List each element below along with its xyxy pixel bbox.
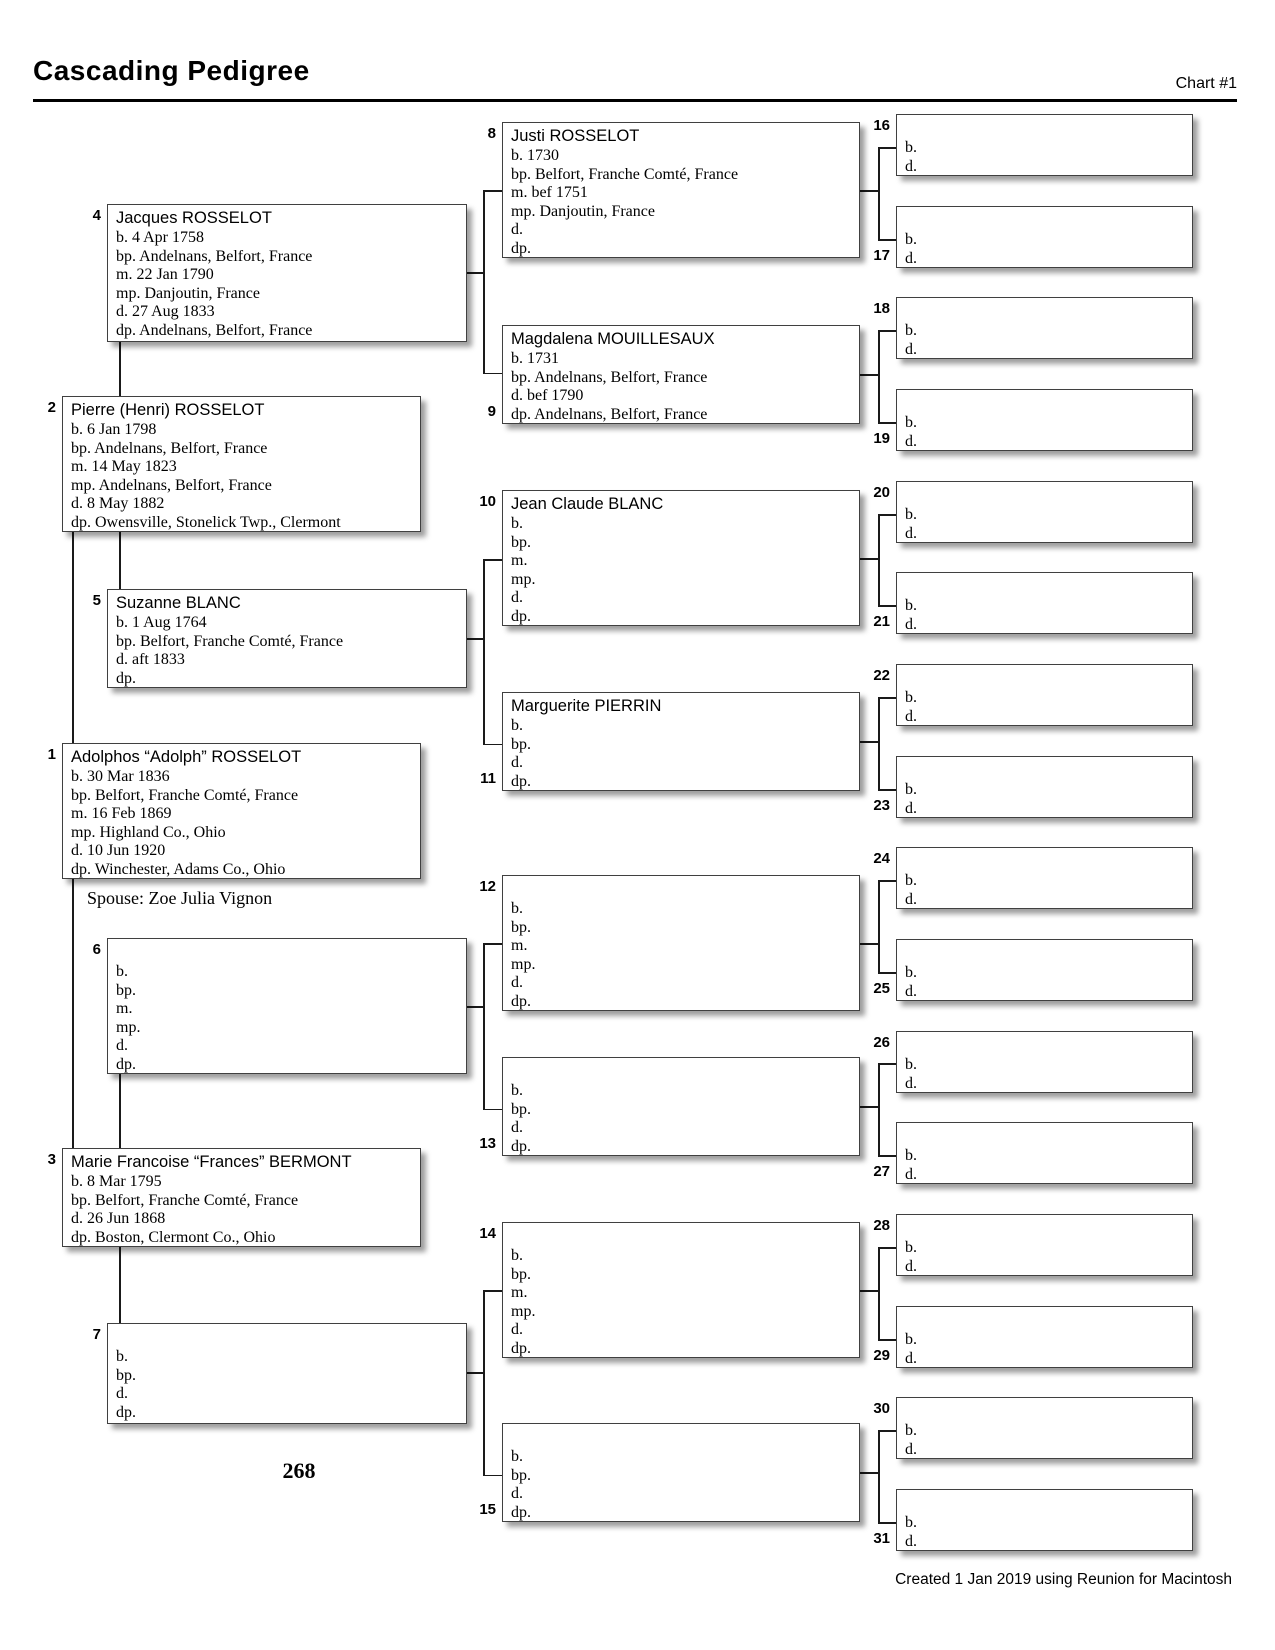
person-box-25 bbox=[896, 939, 1193, 1001]
person-name bbox=[905, 760, 1184, 781]
connector-line bbox=[119, 532, 121, 589]
detail-line: dp. Andelnans, Belfort, France bbox=[511, 405, 708, 423]
detail-line: d. bbox=[905, 1165, 917, 1183]
person-box-19 bbox=[896, 389, 1193, 451]
detail-line: bp. bbox=[511, 533, 531, 551]
detail-line: m. bef 1751 bbox=[511, 184, 588, 201]
detail-line: bp. Belfort, Franche Comté, France bbox=[116, 632, 344, 650]
detail-line: d. bbox=[905, 524, 917, 542]
person-box-18 bbox=[896, 297, 1193, 359]
connector-line bbox=[72, 879, 74, 1148]
person-box-17 bbox=[896, 206, 1193, 268]
detail-line: dp. bbox=[511, 607, 531, 625]
connector-line bbox=[483, 943, 502, 945]
connector-line bbox=[119, 1247, 121, 1323]
detail-line: m. 22 Jan 1790 bbox=[116, 266, 214, 283]
spouse-note: Spouse: Zoe Julia Vignon bbox=[87, 888, 273, 908]
connector-line bbox=[878, 697, 896, 699]
detail-line: b. 1731 bbox=[511, 350, 559, 367]
connector-line bbox=[878, 147, 880, 241]
connector-line bbox=[878, 1063, 896, 1065]
box-number: 1 bbox=[47, 746, 56, 763]
detail-line: bp. bbox=[511, 1265, 531, 1283]
detail-line: b. bbox=[905, 964, 917, 981]
person-name: Justi ROSSELOT bbox=[511, 127, 640, 145]
detail-line: d. bbox=[905, 1257, 917, 1275]
connector-line bbox=[860, 558, 878, 560]
box-number: 23 bbox=[873, 797, 890, 814]
detail-line: b. bbox=[905, 1056, 917, 1073]
connector-line bbox=[878, 330, 896, 332]
person-box-2 bbox=[62, 396, 421, 532]
detail-line: m. 14 May 1823 bbox=[71, 458, 177, 475]
person-name bbox=[905, 1126, 1184, 1147]
connector-line bbox=[878, 330, 880, 424]
person-name bbox=[905, 301, 1184, 322]
connector-line bbox=[878, 514, 896, 516]
detail-line: b. 6 Jan 1798 bbox=[71, 421, 157, 438]
person-box-6 bbox=[107, 938, 467, 1074]
person-box-27 bbox=[896, 1122, 1193, 1184]
box-number: 10 bbox=[479, 493, 496, 510]
box-number: 3 bbox=[47, 1151, 56, 1168]
connector-line bbox=[860, 741, 878, 743]
detail-line: d. aft 1833 bbox=[116, 651, 185, 668]
detail-line: d. bbox=[905, 157, 917, 175]
person-box-22 bbox=[896, 664, 1193, 726]
detail-line: d. bbox=[511, 1119, 523, 1136]
detail-line: dp. bbox=[511, 1503, 531, 1521]
detail-line: b. bbox=[905, 689, 917, 706]
detail-line: dp. bbox=[116, 669, 136, 687]
person-box-20 bbox=[896, 481, 1193, 543]
box-number: 18 bbox=[873, 300, 890, 317]
detail-line: b. 30 Mar 1836 bbox=[71, 768, 170, 785]
person-name bbox=[905, 1310, 1184, 1331]
person-name bbox=[905, 576, 1184, 597]
person-box-28 bbox=[896, 1214, 1193, 1276]
detail-line: mp. Highland Co., Ohio bbox=[71, 823, 226, 841]
detail-line: bp. Andelnans, Belfort, France bbox=[511, 368, 708, 386]
connector-line bbox=[860, 190, 878, 192]
box-number: 29 bbox=[873, 1347, 890, 1364]
connector-line bbox=[878, 1247, 880, 1341]
box-number: 4 bbox=[92, 207, 101, 224]
detail-line: b. 4 Apr 1758 bbox=[116, 229, 204, 246]
connector-line bbox=[119, 1074, 121, 1148]
detail-line: dp. bbox=[511, 1137, 531, 1155]
detail-line: d. 8 May 1882 bbox=[71, 495, 165, 512]
detail-line: b. bbox=[905, 597, 917, 614]
person-name bbox=[511, 1226, 851, 1247]
connector-line bbox=[467, 1006, 485, 1008]
detail-line: d. bbox=[511, 221, 523, 238]
title-rule bbox=[33, 99, 1237, 102]
connector-line bbox=[483, 373, 502, 375]
detail-line: mp. Danjoutin, France bbox=[511, 202, 655, 220]
page-title: Cascading Pedigree bbox=[33, 55, 310, 86]
connector-line bbox=[878, 422, 896, 424]
connector-line bbox=[860, 1290, 878, 1292]
detail-line: bp. Belfort, Franche Comté, France bbox=[71, 1191, 299, 1209]
person-name: Marguerite PIERRIN bbox=[511, 697, 662, 715]
detail-line: d. 10 Jun 1920 bbox=[71, 842, 166, 859]
detail-line: d. bbox=[511, 1485, 523, 1502]
detail-line: bp. bbox=[511, 1466, 531, 1484]
connector-line bbox=[483, 744, 502, 746]
box-number: 6 bbox=[92, 941, 101, 958]
detail-line: b. bbox=[511, 900, 523, 917]
box-number: 22 bbox=[873, 667, 890, 684]
connector-line bbox=[483, 559, 502, 561]
detail-line: d. bbox=[511, 974, 523, 991]
connector-line bbox=[860, 1472, 878, 1474]
person-name bbox=[905, 851, 1184, 872]
connector-line bbox=[72, 532, 74, 743]
detail-line: mp. bbox=[511, 570, 536, 588]
detail-line: d. bbox=[905, 340, 917, 358]
detail-line: mp. Andelnans, Belfort, France bbox=[71, 476, 272, 494]
person-name bbox=[905, 1218, 1184, 1239]
box-number: 9 bbox=[487, 403, 496, 420]
created-note: Created 1 Jan 2019 using Reunion for Macintosh bbox=[895, 1571, 1232, 1588]
detail-line: d. bbox=[905, 1440, 917, 1458]
box-number: 24 bbox=[873, 850, 890, 867]
detail-line: d. bbox=[905, 1532, 917, 1550]
detail-line: d. bbox=[116, 1385, 128, 1402]
connector-line bbox=[483, 559, 485, 745]
person-name: Marie Francoise “Frances” BERMONT bbox=[71, 1153, 352, 1171]
connector-line bbox=[483, 1475, 502, 1477]
person-name bbox=[511, 879, 851, 900]
connector-line bbox=[483, 190, 502, 192]
person-box-10 bbox=[502, 490, 860, 626]
detail-line: d. bbox=[905, 799, 917, 817]
detail-line: mp. bbox=[511, 1302, 536, 1320]
person-box-1 bbox=[62, 743, 421, 879]
connector-line bbox=[119, 342, 121, 396]
detail-line: b. bbox=[905, 1239, 917, 1256]
detail-line: m. bbox=[511, 937, 528, 954]
person-name: Magdalena MOUILLESAUX bbox=[511, 330, 715, 348]
detail-line: mp. bbox=[116, 1018, 141, 1036]
detail-line: b. bbox=[511, 1082, 523, 1099]
box-number: 7 bbox=[92, 1326, 101, 1343]
box-number: 11 bbox=[480, 770, 496, 787]
box-number: 14 bbox=[479, 1225, 496, 1242]
person-name bbox=[511, 1061, 851, 1082]
connector-line bbox=[878, 605, 896, 607]
person-name bbox=[116, 1327, 458, 1348]
detail-line: dp. bbox=[511, 1339, 531, 1357]
detail-line: bp. bbox=[116, 981, 136, 999]
person-name bbox=[905, 943, 1184, 964]
detail-line: b. 8 Mar 1795 bbox=[71, 1173, 162, 1190]
detail-line: d. bbox=[511, 1321, 523, 1338]
box-number: 8 bbox=[487, 125, 496, 142]
detail-line: dp. Andelnans, Belfort, France bbox=[116, 321, 313, 339]
box-number: 26 bbox=[873, 1034, 890, 1051]
person-box-26 bbox=[896, 1031, 1193, 1093]
detail-line: d. bbox=[905, 432, 917, 450]
person-name bbox=[511, 1427, 851, 1448]
detail-line: bp. bbox=[511, 1100, 531, 1118]
detail-line: d. bbox=[905, 249, 917, 267]
detail-line: b. bbox=[511, 717, 523, 734]
box-number: 2 bbox=[47, 399, 56, 416]
person-box-29 bbox=[896, 1306, 1193, 1368]
detail-line: dp. bbox=[511, 992, 531, 1010]
connector-line bbox=[878, 147, 896, 149]
person-name bbox=[905, 1493, 1184, 1514]
person-name: Adolphos “Adolph” ROSSELOT bbox=[71, 748, 302, 766]
person-box-13 bbox=[502, 1057, 860, 1156]
page-number: 268 bbox=[282, 1458, 316, 1483]
box-number: 15 bbox=[479, 1501, 496, 1518]
person-name: Jacques ROSSELOT bbox=[116, 209, 272, 227]
detail-line: d. bbox=[116, 1037, 128, 1054]
box-number: 30 bbox=[873, 1400, 890, 1417]
person-name bbox=[905, 1401, 1184, 1422]
detail-line: b. bbox=[905, 1147, 917, 1164]
person-name bbox=[905, 118, 1184, 139]
detail-line: d. 26 Jun 1868 bbox=[71, 1210, 166, 1227]
connector-line bbox=[878, 239, 896, 241]
detail-line: d. bbox=[905, 890, 917, 908]
connector-line bbox=[878, 1522, 896, 1524]
box-number: 13 bbox=[479, 1135, 496, 1152]
person-name: Suzanne BLANC bbox=[116, 594, 241, 612]
connector-line bbox=[878, 1430, 880, 1524]
detail-line: b. bbox=[116, 963, 128, 980]
detail-line: m. bbox=[116, 1000, 133, 1017]
detail-line: b. bbox=[905, 231, 917, 248]
connector-line bbox=[860, 1106, 878, 1108]
detail-line: bp. bbox=[511, 735, 531, 753]
detail-line: d. bbox=[905, 1074, 917, 1092]
person-box-14 bbox=[502, 1222, 860, 1358]
person-box-8 bbox=[502, 122, 860, 258]
detail-line: d. bbox=[905, 982, 917, 1000]
person-box-4 bbox=[107, 204, 467, 342]
connector-line bbox=[483, 943, 485, 1110]
connector-line bbox=[878, 972, 896, 974]
box-number: 21 bbox=[873, 613, 890, 630]
connector-line bbox=[878, 1247, 896, 1249]
detail-line: dp. bbox=[116, 1055, 136, 1073]
connector-line bbox=[467, 272, 485, 274]
connector-line bbox=[878, 697, 880, 791]
detail-line: b. 1730 bbox=[511, 147, 559, 164]
chart-number-label: Chart #1 bbox=[1175, 75, 1237, 92]
connector-line bbox=[483, 190, 485, 374]
box-number: 27 bbox=[873, 1163, 890, 1180]
box-number: 20 bbox=[873, 484, 890, 501]
person-box-31 bbox=[896, 1489, 1193, 1551]
connector-line bbox=[878, 789, 896, 791]
detail-line: b. 1 Aug 1764 bbox=[116, 614, 207, 631]
detail-line: b. bbox=[905, 1422, 917, 1439]
person-name: Jean Claude BLANC bbox=[511, 495, 664, 513]
box-number: 25 bbox=[873, 980, 890, 997]
person-box-23 bbox=[896, 756, 1193, 818]
detail-line: d. bbox=[511, 754, 523, 771]
detail-line: dp. Winchester, Adams Co., Ohio bbox=[71, 860, 286, 878]
detail-line: b. bbox=[905, 872, 917, 889]
connector-line bbox=[878, 1155, 896, 1157]
connector-line bbox=[467, 1372, 485, 1374]
person-name bbox=[905, 1035, 1184, 1056]
detail-line: b. bbox=[511, 1247, 523, 1264]
person-box-7 bbox=[107, 1323, 467, 1424]
detail-line: bp. Belfort, Franche Comté, France bbox=[71, 786, 299, 804]
detail-line: d. bbox=[905, 707, 917, 725]
connector-line bbox=[878, 880, 880, 974]
detail-line: bp. Andelnans, Belfort, France bbox=[116, 247, 313, 265]
detail-line: bp. Belfort, Franche Comté, France bbox=[511, 165, 739, 183]
detail-line: b. bbox=[511, 1448, 523, 1465]
detail-line: d. bef 1790 bbox=[511, 387, 584, 404]
connector-line bbox=[878, 880, 896, 882]
detail-line: mp. bbox=[511, 955, 536, 973]
person-box-15 bbox=[502, 1423, 860, 1522]
detail-line: d. bbox=[905, 615, 917, 633]
connector-line bbox=[878, 1063, 880, 1157]
person-box-16 bbox=[896, 114, 1193, 176]
detail-line: b. bbox=[905, 322, 917, 339]
person-box-30 bbox=[896, 1397, 1193, 1459]
person-box-5 bbox=[107, 589, 467, 688]
person-name: Pierre (Henri) ROSSELOT bbox=[71, 401, 265, 419]
detail-line: dp. Owensville, Stonelick Twp., Clermont bbox=[71, 513, 341, 531]
detail-line: b. bbox=[905, 1331, 917, 1348]
box-number: 5 bbox=[92, 592, 101, 609]
box-number: 19 bbox=[873, 430, 890, 447]
detail-line: b. bbox=[905, 139, 917, 156]
person-name bbox=[116, 942, 458, 963]
detail-line: dp. bbox=[511, 239, 531, 257]
connector-line bbox=[483, 1109, 502, 1111]
person-box-9 bbox=[502, 325, 860, 424]
detail-line: d. bbox=[511, 589, 523, 606]
connector-line bbox=[878, 1430, 896, 1432]
detail-line: m. bbox=[511, 552, 528, 569]
person-box-11 bbox=[502, 692, 860, 791]
detail-line: b. bbox=[511, 515, 523, 532]
box-number: 17 bbox=[873, 247, 890, 264]
detail-line: bp. bbox=[511, 918, 531, 936]
person-name bbox=[905, 393, 1184, 414]
detail-line: bp. bbox=[116, 1366, 136, 1384]
box-number: 12 bbox=[479, 878, 496, 895]
connector-line bbox=[467, 638, 485, 640]
connector-line bbox=[483, 1290, 502, 1292]
connector-line bbox=[878, 1339, 896, 1341]
connector-line bbox=[860, 943, 878, 945]
detail-line: b. bbox=[905, 1514, 917, 1531]
person-name bbox=[905, 668, 1184, 689]
detail-line: b. bbox=[905, 781, 917, 798]
detail-line: b. bbox=[116, 1348, 128, 1365]
connector-line bbox=[483, 1290, 485, 1476]
person-box-24 bbox=[896, 847, 1193, 909]
box-number: 28 bbox=[873, 1217, 890, 1234]
person-box-12 bbox=[502, 875, 860, 1011]
detail-line: m. bbox=[511, 1284, 528, 1301]
connector-line bbox=[860, 374, 878, 376]
person-box-21 bbox=[896, 572, 1193, 634]
detail-line: dp. Boston, Clermont Co., Ohio bbox=[71, 1228, 276, 1246]
detail-line: dp. bbox=[511, 772, 531, 790]
detail-line: dp. bbox=[116, 1403, 136, 1421]
detail-line: d. bbox=[905, 1349, 917, 1367]
person-name bbox=[905, 485, 1184, 506]
detail-line: m. 16 Feb 1869 bbox=[71, 805, 172, 822]
detail-line: b. bbox=[905, 506, 917, 523]
person-name bbox=[905, 210, 1184, 231]
connector-line bbox=[878, 514, 880, 607]
box-number: 31 bbox=[873, 1530, 890, 1547]
detail-line: d. 27 Aug 1833 bbox=[116, 303, 215, 320]
person-box-3 bbox=[62, 1148, 421, 1247]
box-number: 16 bbox=[873, 117, 890, 134]
detail-line: mp. Danjoutin, France bbox=[116, 284, 260, 302]
detail-line: bp. Andelnans, Belfort, France bbox=[71, 439, 268, 457]
detail-line: b. bbox=[905, 414, 917, 431]
